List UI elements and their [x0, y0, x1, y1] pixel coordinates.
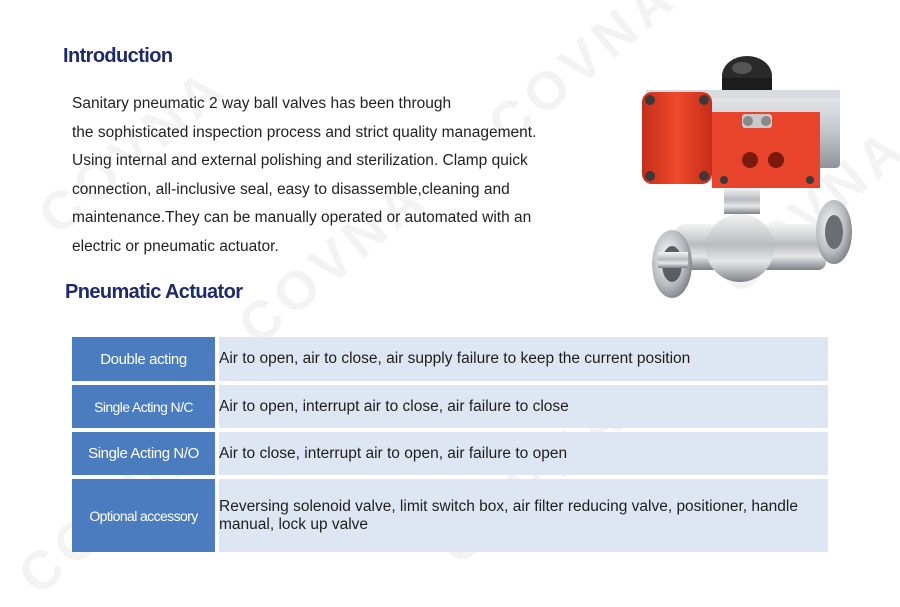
intro-line: the sophisticated inspection process and strict quality management. [72, 123, 537, 141]
table-row [72, 385, 828, 428]
intro-line: connection, all-inclusive seal, easy to disassemble,cleaning and [72, 180, 510, 198]
introduction-heading: Introduction [63, 45, 173, 67]
intro-line: Using internal and external polishing and sterilization. Clamp quick [72, 152, 528, 170]
table-row [72, 337, 828, 381]
introduction-text [72, 90, 612, 262]
intro-line: Sanitary pneumatic 2 way ball valves has been through [72, 95, 452, 112]
row-description: Air to close, interrupt air to open, air failure to open [219, 432, 828, 475]
row-description: Air to open, interrupt air to close, air failure to close [219, 385, 828, 428]
row-description: Air to open, air to close, air supply failure to keep the current position [219, 337, 828, 381]
row-label: Single Acting N/O [72, 432, 219, 475]
table-row [72, 479, 828, 552]
row-label: Single Acting N/C [72, 385, 219, 428]
row-label: Optional accessory [72, 479, 219, 552]
intro-line: maintenance.They can be manually operated or automated with an [72, 209, 532, 227]
pneumatic-ball-valve-icon [620, 52, 882, 302]
row-description: Reversing solenoid valve, limit switch box, air filter reducing valve, positioner, handle manual, lock up valve [219, 479, 828, 552]
table-row [72, 432, 828, 475]
actuator-table [72, 333, 828, 556]
intro-line: electric or pneumatic actuator. [72, 237, 279, 255]
row-label: Double acting [72, 337, 219, 381]
pneumatic-actuator-heading: Pneumatic Actuator [65, 281, 243, 303]
